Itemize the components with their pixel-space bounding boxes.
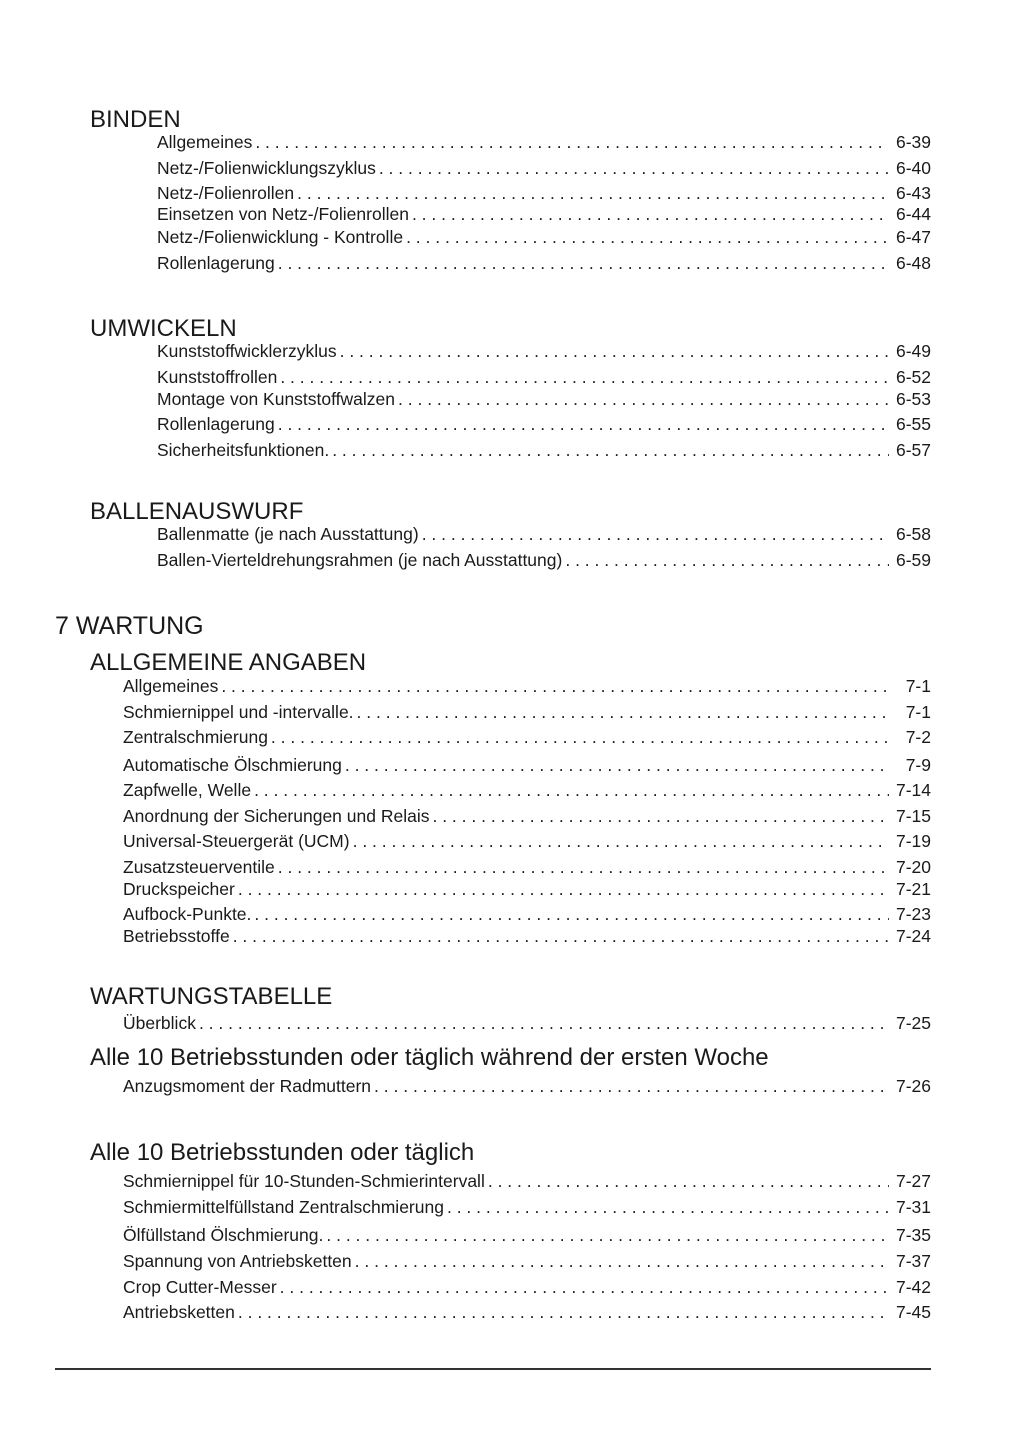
toc-entry-label: Netz-/Folienwicklung - Kontrolle [157,227,404,247]
dot-leader [280,369,889,387]
dot-leader [278,859,889,877]
toc-entry-label: Zentralschmierung [123,727,268,747]
dot-leader [340,343,889,361]
toc-entry-page: 6-40 [895,158,931,178]
section-title-allgemeine-angaben: ALLGEMEINE ANGABEN [90,649,367,676]
dot-leader [432,808,889,826]
section-title-umwickeln: UMWICKELN [90,315,237,342]
toc-entry-label: Automatische Ölschmierung [123,755,342,775]
dot-leader [238,1304,889,1322]
toc-entry-page: 7-21 [895,879,931,899]
dot-leader [422,526,889,544]
toc-entry-label: Netz-/Folienwicklungszyklus [157,158,376,178]
toc-entry[interactable] [123,928,931,946]
toc-entry-page: 7-23 [895,904,931,924]
toc-entry-label: Rollenlagerung [157,414,275,434]
toc-entry-page: 6-44 [895,204,931,224]
toc-entry[interactable] [123,1015,931,1033]
toc-entry[interactable] [123,881,931,899]
dot-leader [297,185,889,203]
dot-leader [357,704,889,722]
toc-entry-label: Schmiernippel für 10-Stunden-Schmierintervall [123,1171,485,1191]
toc-entry[interactable] [157,552,931,570]
section-title-alle-10-erste-woche: Alle 10 Betriebsstunden oder täglich während der ersten Woche [90,1044,769,1071]
toc-entry-label: Ballenmatte (je nach Ausstattung) [157,524,419,544]
toc-entry[interactable] [123,704,931,722]
toc-entry[interactable] [123,678,931,696]
toc-entry-page: 7-1 [905,676,931,696]
toc-entry-label: Anzugsmoment der Radmuttern [123,1076,372,1096]
toc-entry-label: Aufbock-Punkte. [123,904,252,924]
dot-leader [271,729,889,747]
toc-entry[interactable] [123,859,931,877]
toc-entry[interactable] [157,442,931,460]
toc-entry[interactable] [157,229,931,247]
toc-entry-page: 6-53 [895,389,931,409]
toc-entry-page: 6-59 [895,550,931,570]
toc-entry-label: Antriebsketten [123,1302,235,1322]
toc-entry[interactable] [123,906,931,924]
toc-entry[interactable] [123,1199,931,1217]
dot-leader [355,1253,889,1271]
toc-entry-page: 7-27 [895,1171,931,1191]
toc-entry-label: Druckspeicher [123,879,235,899]
toc-entry-page: 7-35 [895,1225,931,1245]
toc-entry-label: Montage von Kunststoffwalzen [157,389,396,409]
toc-entry[interactable] [157,416,931,434]
toc-entry-page: 7-19 [895,831,931,851]
toc-entry-label: Betriebsstoffe [123,926,230,946]
toc-entry-page: 6-48 [895,253,931,273]
toc-entry-label: Kunststoffrollen [157,367,278,387]
toc-entry[interactable] [157,160,931,178]
toc-entry-label: Überblick [123,1013,196,1033]
dot-leader [398,391,889,409]
dot-leader [254,782,889,800]
toc-entry-label: Crop Cutter-Messer [123,1277,277,1297]
toc-entry-page: 7-1 [905,702,931,722]
section-title-ballenauswurf: BALLENAUSWURF [90,498,304,525]
toc-entry[interactable] [123,782,931,800]
dot-leader [447,1199,889,1217]
dot-leader [233,928,889,946]
toc-entry[interactable] [123,1279,931,1297]
toc-entry[interactable] [157,369,931,387]
toc-entry[interactable] [157,526,931,544]
dot-leader [379,160,889,178]
toc-entry-label: Einsetzen von Netz-/Folienrollen [157,204,409,224]
dot-leader [238,881,889,899]
dot-leader [412,206,889,224]
toc-entry-page: 7-31 [895,1197,931,1217]
toc-entry-page: 6-39 [895,132,931,152]
dot-leader [374,1078,889,1096]
toc-entry-label: Universal-Steuergerät (UCM) [123,831,350,851]
toc-entry[interactable] [157,185,931,203]
toc-entry[interactable] [123,1227,931,1245]
toc-entry-page: 6-58 [895,524,931,544]
dot-leader [565,552,889,570]
toc-entry-label: Netz-/Folienrollen [157,183,295,203]
section-title-alle-10-taeglich: Alle 10 Betriebsstunden oder täglich [90,1139,475,1166]
toc-entry-page: 6-57 [895,440,931,460]
toc-entry-label: Allgemeines [157,132,253,152]
toc-entry-page: 7-24 [895,926,931,946]
toc-entry-label: Anordnung der Sicherungen und Relais [123,806,430,826]
toc-entry[interactable] [123,1253,931,1271]
dot-leader [278,416,889,434]
toc-entry-label: Ölfüllstand Ölschmierung. [123,1225,324,1245]
toc-entry-label: Rollenlagerung [157,253,275,273]
dot-leader [488,1173,889,1191]
toc-entry-page: 6-55 [895,414,931,434]
toc-entry[interactable] [123,757,931,775]
toc-entry[interactable] [157,343,931,361]
dot-leader [353,833,889,851]
section-title-binden: BINDEN [90,106,181,133]
dot-leader [254,906,889,924]
toc-entry-page: 7-14 [895,780,931,800]
toc-entry-label: Ballen-Vierteldrehungsrahmen (je nach Ausstattung) [157,550,563,570]
toc-entry[interactable] [123,1173,931,1191]
toc-entry-page: 7-26 [895,1076,931,1096]
toc-entry-page: 6-43 [895,183,931,203]
toc-entry-label: Schmiermittelfüllstand Zentralschmierung [123,1197,444,1217]
toc-entry-label: Zusatzsteuerventile [123,857,275,877]
toc-entry-label: Sicherheitsfunktionen. [157,440,330,460]
dot-leader [199,1015,889,1033]
toc-entry-label: Spannung von Antriebsketten [123,1251,352,1271]
toc-entry[interactable] [157,391,931,409]
toc-entry-page: 7-15 [895,806,931,826]
toc-entry[interactable] [123,1304,931,1322]
toc-entry-page: 6-47 [895,227,931,247]
dot-leader [326,1227,889,1245]
toc-entry-page: 7-20 [895,857,931,877]
dot-leader [278,255,889,273]
footer-divider [55,1368,931,1370]
toc-entry-page: 6-49 [895,341,931,361]
toc-entry-page: 6-52 [895,367,931,387]
dot-leader [255,134,889,152]
toc-entry[interactable] [157,134,931,152]
toc-entry[interactable] [157,206,931,224]
toc-entry[interactable] [123,729,931,747]
dot-leader [345,757,889,775]
dot-leader [332,442,889,460]
toc-entry-label: Allgemeines [123,676,219,696]
toc-entry-page: 7-9 [905,755,931,775]
chapter-title: 7 WARTUNG [55,612,204,640]
dot-leader [221,678,889,696]
toc-entry[interactable] [123,833,931,851]
section-title-wartungstabelle: WARTUNGSTABELLE [90,983,333,1010]
toc-entry-page: 7-37 [895,1251,931,1271]
toc-entry-label: Zapfwelle, Welle [123,780,252,800]
toc-entry-label: Kunststoffwicklerzyklus [157,341,337,361]
toc-entry[interactable] [123,1078,931,1096]
toc-entry[interactable] [157,255,931,273]
dot-leader [280,1279,889,1297]
toc-entry-page: 7-45 [895,1302,931,1322]
toc-entry-page: 7-42 [895,1277,931,1297]
toc-entry-page: 7-25 [895,1013,931,1033]
toc-entry[interactable] [123,808,931,826]
toc-entry-label: Schmiernippel und -intervalle. [123,702,354,722]
toc-entry-page: 7-2 [905,727,931,747]
dot-leader [406,229,889,247]
